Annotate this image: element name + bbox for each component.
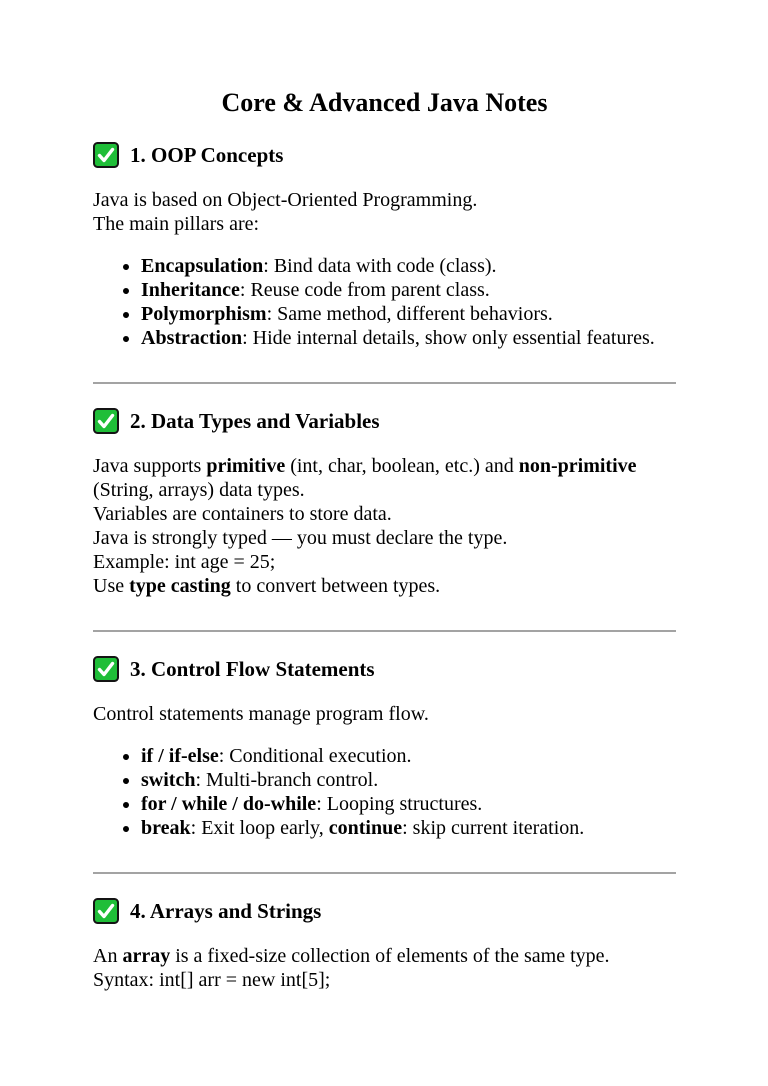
section-arrays-strings: [93, 898, 676, 992]
bullet-item: • break: Exit loop early, continue: skip current iteration.: [141, 816, 676, 840]
check-icon-box: [94, 143, 118, 167]
section-heading: [93, 656, 676, 682]
check-icon: [93, 656, 119, 682]
bullet-item: • for / while / do-while: Looping structures.: [141, 792, 676, 816]
bullet-item: • Abstraction: Hide internal details, show only essential features.: [141, 326, 676, 350]
section-heading: [93, 408, 676, 434]
bullet-list: [93, 254, 676, 350]
section-divider: [93, 382, 676, 384]
page-title: Core & Advanced Java Notes: [221, 88, 548, 117]
section-heading-text: 1. OOP Concepts: [130, 143, 284, 167]
check-icon: [93, 408, 119, 434]
check-icon: [93, 142, 119, 168]
check-icon-box: [94, 409, 118, 433]
bullet-list: [93, 744, 676, 840]
check-icon-box: [94, 899, 118, 923]
section-paragraph: An array is a fixed-size collection of elements of the same type. Syntax: int[] arr = new int[5];: [93, 945, 610, 991]
bullet-item: • Polymorphism: Same method, different behaviors.: [141, 302, 676, 326]
bullet-item: • switch: Multi-branch control.: [141, 768, 676, 792]
check-icon-box: [94, 657, 118, 681]
document-body: [93, 88, 676, 992]
section-paragraph: Java is based on Object-Oriented Programming. The main pillars are:: [93, 189, 478, 235]
section-heading: [93, 898, 676, 924]
section-divider: [93, 630, 676, 632]
section-oop-concepts: [93, 142, 676, 350]
bullet-item: • if / if-else: Conditional execution.: [141, 744, 676, 768]
check-icon: [93, 898, 119, 924]
section-paragraph: Control statements manage program flow.: [93, 703, 429, 725]
bullet-item: • Encapsulation: Bind data with code (class).: [141, 254, 676, 278]
section-heading-text: 2. Data Types and Variables: [130, 409, 380, 433]
section-divider: [93, 872, 676, 874]
section-data-types: [93, 408, 676, 598]
section-heading-text: 4. Arrays and Strings: [130, 899, 322, 923]
bullet-item: • Inheritance: Reuse code from parent class.: [141, 278, 676, 302]
section-paragraph: Java supports primitive (int, char, boolean, etc.) and non-primitive (String, arrays) data types. Variables are containers to store data. Java is strongly typed — you must declare the type. Example: int age = 25; Use type casting to convert between types.: [93, 455, 637, 597]
section-heading-text: 3. Control Flow Statements: [130, 657, 375, 681]
section-control-flow: [93, 656, 676, 840]
section-heading: [93, 142, 676, 168]
